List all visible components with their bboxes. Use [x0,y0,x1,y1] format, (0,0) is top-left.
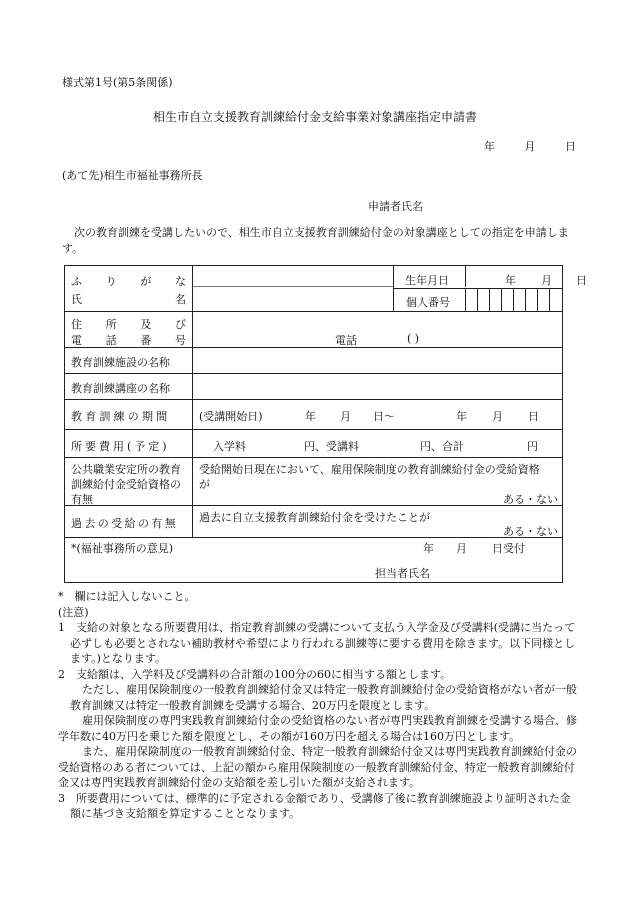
facility-input[interactable] [195,350,558,372]
digit-box [513,289,525,311]
application-date [484,138,576,154]
furigana-divider [193,286,393,287]
facility-label: 教育訓練施設の名称 [71,356,170,369]
eligibility-label-line-1: 公共職業安定所の教育 [71,463,181,476]
facility-row [65,348,562,374]
eligibility-choice[interactable]: ある・ない [503,493,558,506]
address-input[interactable] [195,314,555,328]
eligibility-text-line-1: 受給開始日現在において、雇用保険制度の教育訓練給付金の受給資格 [199,463,540,476]
address-row [65,312,562,348]
name-label-cell [65,266,193,311]
name-row [65,266,587,312]
eligibility-row [65,458,562,506]
period-day-1: 日〜 [373,410,395,423]
birth-month: 月 [541,274,552,287]
note-1: 1 支給の対象となる所要費用は、指定教育訓練の受講について支払う入学金及び受講料(受講に当たって必ずしも必要とされない補助教材や希望により行われる訓練等に要する費用を除きます。以下同様とします。)となります。 [58,621,576,665]
address-label: 住 所 及 び [71,318,186,331]
applicant-name-label: 申請者氏名 [368,200,423,213]
digit-box [489,289,501,311]
period-month-2: 月 [492,410,503,423]
addressee: (あて先)相生市福祉事務所長 [62,169,203,182]
past-receipt-choice[interactable]: ある・ない [503,525,558,538]
digit-box [549,289,561,311]
birth-year: 年 [505,274,516,287]
document-title: 相生市自立支援教育訓練給付金支給事業対象講座指定申請書 [152,110,477,124]
period-day-2: 日 [528,410,539,423]
birth-day: 日 [576,274,587,287]
note-3: 3 所要費用については、標準的に予定される金額であり、受講修了後に教育訓練施設より証明された金額に基づき支給額を算定することとなります。 [58,791,571,820]
application-form-table [64,265,587,583]
phone-label: 電話 [335,334,357,347]
notes-heading: (注意) [58,605,89,619]
note-2: 2 支給額は、入学料及び受講料の合計額の100分の60に相当する額とします。 [58,667,452,681]
office-opinion-row [65,538,562,582]
digit-box [501,289,513,311]
past-receipt-text: 過去に自立支援教育訓練給付金を受けたことが [199,511,430,524]
note-2c: また、雇用保険制度の一般教育訓練給付金、特定一般教育訓練給付金又は専門実践教育訓練給付金の受給資格のある者については、上記の額から雇用保険制度の一般教育訓練給付金、特定一般教育訓練給付金又は専門実践教育訓練給付金の支給額を差し引いた額が支給されます。 [58,745,577,789]
course-input[interactable] [195,376,558,398]
cost-admission-label: 入学料 [213,440,246,453]
office-month: 月 [456,542,467,555]
cost-tuition-label: 円、受講料 [304,440,359,453]
cost-label: 所要費用(予定) [71,440,170,453]
personal-number-label: 個人番号 [406,296,450,309]
course-label: 教育訓練講座の名称 [71,382,170,395]
name-input[interactable] [195,288,391,310]
office-opinion-label: *(福祉事務所の意見) [71,542,174,555]
digit-box [477,289,489,311]
officer-name-label: 担当者氏名 [375,567,430,580]
period-row [65,400,562,430]
eligibility-text-line-2: が [199,478,210,491]
birth-date-label: 生年月日 [405,274,449,287]
form-number: 様式第1号(第5条関係) [62,76,173,89]
name-label: 氏 名 [71,293,186,306]
past-receipt-row [65,506,562,538]
note-2a: ただし、雇用保険制度の一般教育訓練給付金又は特定一般教育訓練給付金の受給資格がない者が一般教育訓練又は特定一般教育訓練を受講する場合、20万円を限度とします。 [70,683,577,712]
phone-input[interactable]: ( ) [407,332,420,345]
furigana-label: ふ り が な [71,275,186,288]
star-note: * 欄には記入しないこと。 [58,590,196,603]
digit-box [537,289,549,311]
date-year: 年 [484,140,495,153]
address-label-cell [65,312,193,347]
birth-divider [465,266,466,287]
digit-box [525,289,537,311]
period-start-label: (受講開始日) [199,410,263,423]
period-year-1: 年 [305,410,316,423]
cost-total-yen: 円 [527,440,538,453]
eligibility-label-line-3: 有無 [71,493,93,506]
course-row [65,374,562,400]
office-received-date: 日受付 [492,542,525,555]
cost-row [65,430,562,458]
period-month-1: 月 [340,410,351,423]
intro-text: 次の教育訓練を受講したいので、相生市自立支援教育訓練給付金の対象講座としての指定を申請します。 [62,226,569,255]
date-month: 月 [524,140,536,153]
period-year-2: 年 [456,410,467,423]
office-year: 年 [423,542,434,555]
notes-section [58,589,580,822]
date-day: 日 [565,140,576,153]
period-label: 教育訓練の期間 [71,410,171,423]
cost-total-label: 円、合計 [420,440,464,453]
past-receipt-label: 過去の受給の有無 [71,517,179,530]
digit-box [465,289,477,311]
eligibility-label-line-2: 訓練給付金受給資格の [71,478,181,491]
note-2b: 雇用保険制度の専門実践教育訓練給付金の受給資格のない者が専門実践教育訓練を受講する場合、修学年数に40万円を乗じた額を限度とし、その額が160万円を超える場合は160万円とします。 [58,714,577,743]
phone-number-label: 電 話 番 号 [71,334,186,347]
personal-number-input[interactable] [465,289,561,311]
